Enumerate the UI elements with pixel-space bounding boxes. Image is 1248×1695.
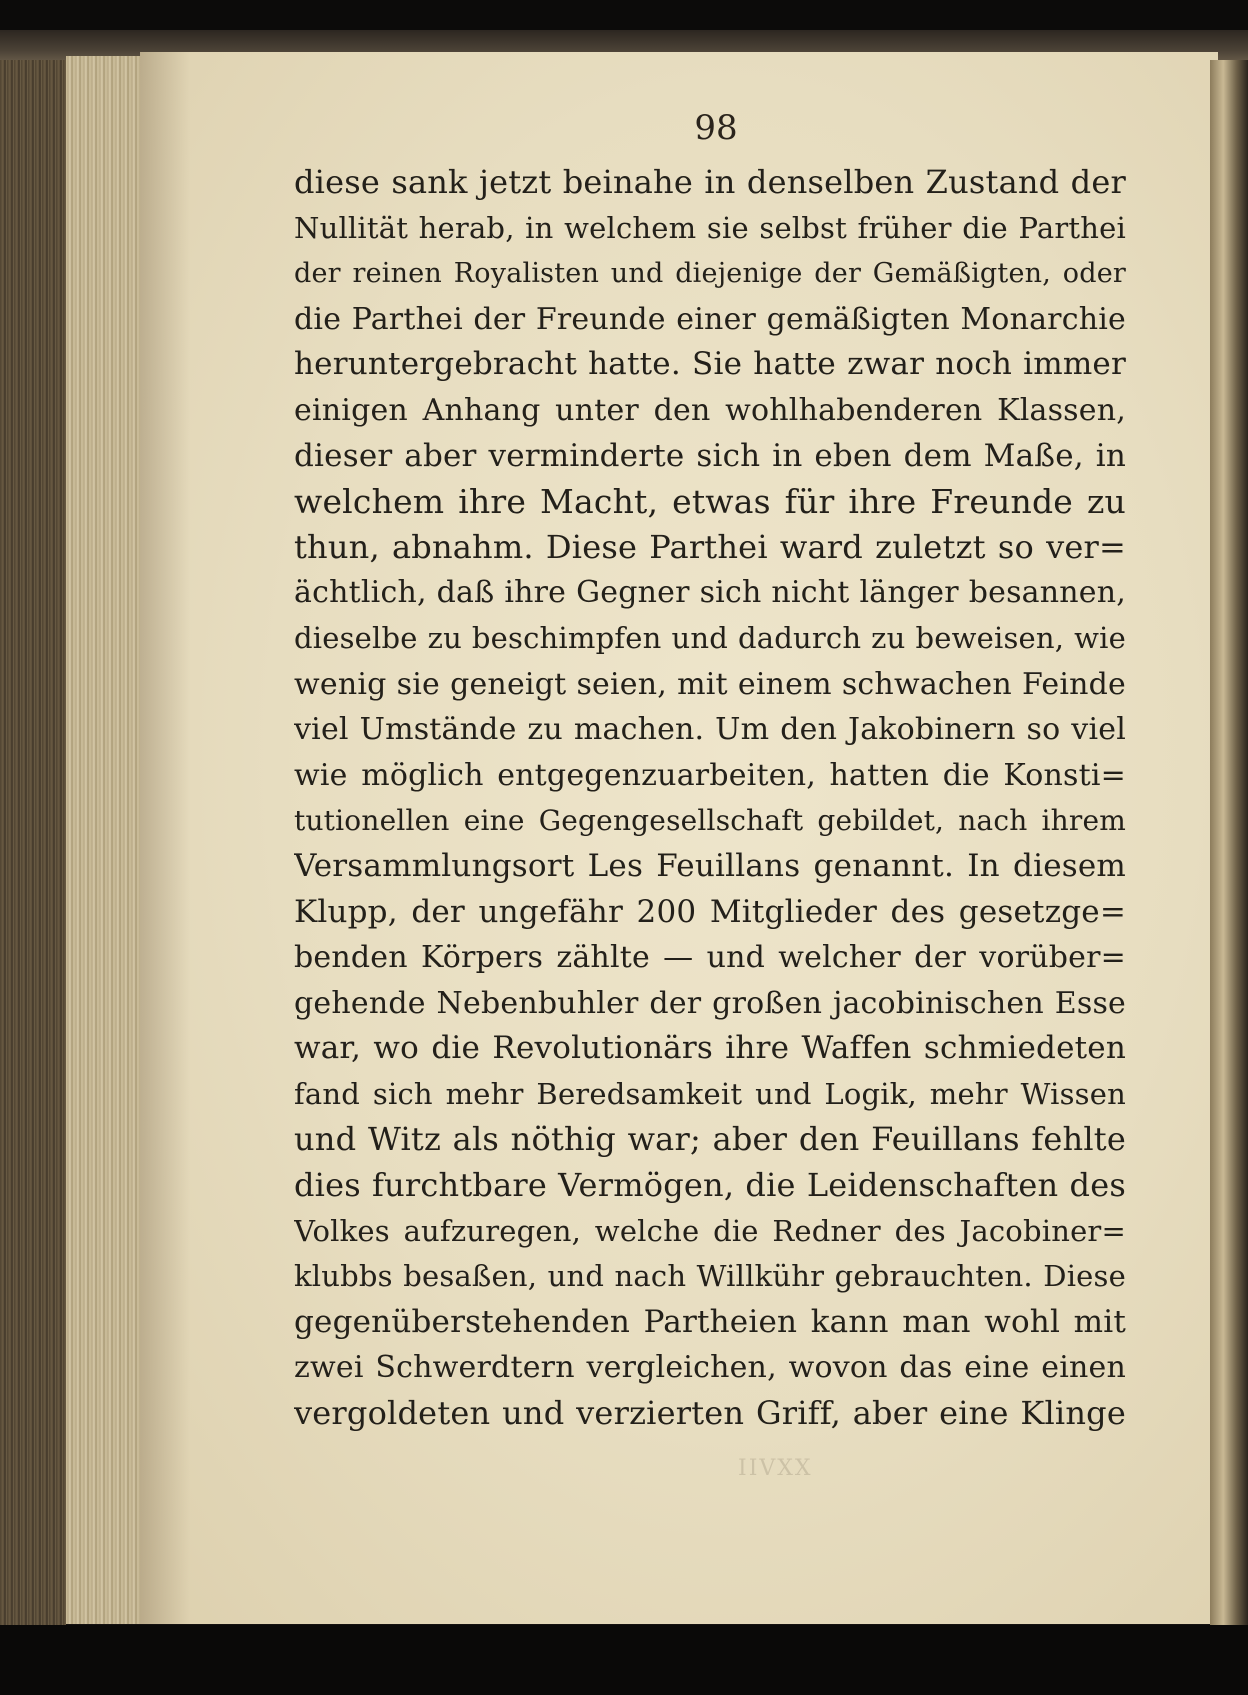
text-line: die Parthei der Freunde einer gemäßigten Monarchie bbox=[294, 301, 1126, 337]
text-line: diese sank jetzt beinahe in denselben Zustand der bbox=[294, 163, 1126, 201]
text-line: gegenüberstehenden Partheien kann man wohl mit bbox=[294, 1303, 1126, 1340]
text-line: viel Umstände zu machen. Um den Jakobinern so viel bbox=[294, 712, 1126, 748]
text-line: der reinen Royalisten und diejenige der Gemäßigten, oder bbox=[294, 258, 1126, 290]
text-line: Nullität herab, in welchem sie selbst früher die Parthei bbox=[294, 210, 1126, 245]
text-line: vergoldeten und verzierten Griff, aber eine Klinge bbox=[294, 1394, 1126, 1433]
page-fold-right bbox=[1210, 60, 1248, 1625]
scan-bottom-border bbox=[0, 1625, 1248, 1695]
text-line: und Witz als nöthig war; aber den Feuillans fehlte bbox=[294, 1120, 1126, 1159]
text-line: zwei Schwerdtern vergleichen, wovon das eine einen bbox=[294, 1350, 1126, 1386]
body-text bbox=[294, 160, 1126, 1500]
text-line: benden Körpers zählte — und welcher der vorüber= bbox=[294, 940, 1126, 976]
text-line: ächtlich, daß ihre Gegner sich nicht länger besannen, bbox=[294, 575, 1126, 611]
text-line: wenig sie geneigt seien, mit einem schwachen Feinde bbox=[294, 666, 1126, 702]
text-line: Volkes aufzuregen, welche die Redner des Jacobiner= bbox=[294, 1213, 1126, 1248]
text-line: gehende Nebenbuhler der großen jacobinischen Esse bbox=[294, 985, 1126, 1021]
gutter-shadow bbox=[140, 52, 190, 1624]
text-line: Klupp, der ungefähr 200 Mitglieder des gesetzge= bbox=[294, 893, 1126, 930]
text-line: war, wo die Revolutionärs ihre Waffen schmiedeten bbox=[294, 1030, 1126, 1067]
text-line: wie möglich entgegenzuarbeiten, hatten die Konsti= bbox=[294, 757, 1126, 793]
text-line: Versammlungsort Les Feuillans genannt. In diesem bbox=[294, 847, 1126, 884]
bleed-through-signature: IIVXX bbox=[738, 1456, 813, 1481]
text-line: heruntergebracht hatte. Sie hatte zwar noch immer bbox=[294, 346, 1126, 383]
text-line: dies furchtbare Vermögen, die Leidenschaften des bbox=[294, 1166, 1126, 1205]
page-stack-edge bbox=[66, 56, 144, 1624]
text-line: thun, abnahm. Diese Parthei ward zuletzt so ver= bbox=[294, 527, 1126, 566]
text-line: welchem ihre Macht, etwas für ihre Freunde zu bbox=[294, 482, 1126, 522]
page-number: 98 bbox=[694, 108, 738, 148]
text-line: fand sich mehr Beredsamkeit und Logik, mehr Wissen bbox=[294, 1076, 1126, 1111]
text-line: klubbs besaßen, und nach Willkühr gebrauchten. Diese bbox=[294, 1259, 1126, 1294]
text-line: dieser aber verminderte sich in eben dem Maße, in bbox=[294, 437, 1126, 474]
text-line: tutionellen eine Gegengesellschaft gebildet, nach ihrem bbox=[294, 804, 1126, 838]
text-line: dieselbe zu beschimpfen und dadurch zu beweisen, wie bbox=[294, 620, 1126, 655]
text-line: einigen Anhang unter den wohlhabenderen Klassen, bbox=[294, 392, 1126, 428]
book-spine-edge bbox=[0, 60, 66, 1625]
